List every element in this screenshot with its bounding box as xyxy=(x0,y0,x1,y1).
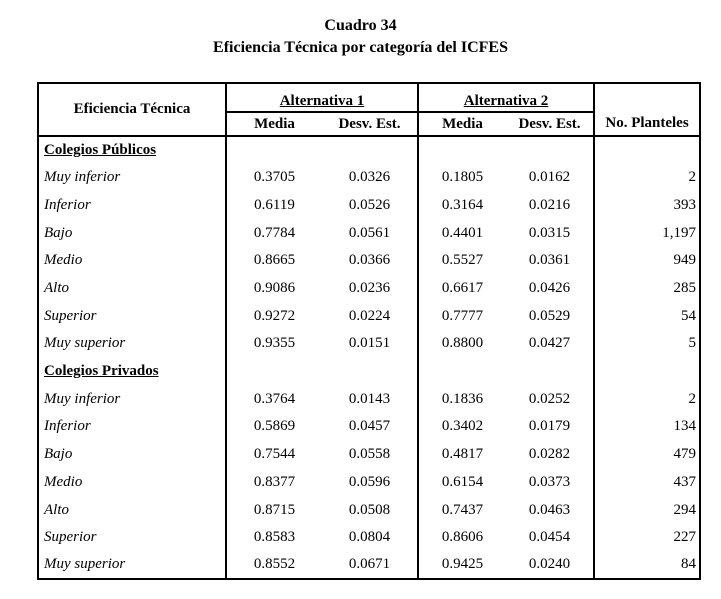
value-cell-a2-media: 0.9425 xyxy=(418,551,506,579)
value-cell-a2-desv: 0.0426 xyxy=(528,280,571,297)
category-label: Superior xyxy=(44,307,97,324)
value-cell-a2-desv: 0.0216 xyxy=(528,196,571,213)
category-label: Muy inferior xyxy=(44,390,121,407)
efficiency-table xyxy=(37,82,701,580)
table-row xyxy=(38,524,700,552)
value-cell-a1-desv: 0.0804 xyxy=(348,529,391,546)
table-row xyxy=(38,496,700,524)
value-cell-a1-media: 0.3705 xyxy=(226,164,322,192)
category-label: Muy inferior xyxy=(44,169,121,186)
value-cell-planteles: 134 xyxy=(594,413,700,441)
value-cell-a2-desv: 0.0373 xyxy=(528,473,571,490)
value-cell-a1-media: 0.9272 xyxy=(226,302,322,330)
value-cell-a2-desv xyxy=(506,358,594,386)
value-cell-a2-media: 0.8606 xyxy=(418,524,506,552)
value-cell-a1-desv: 0.0236 xyxy=(348,280,391,297)
value-cell-planteles: 949 xyxy=(594,247,700,275)
value-cell-planteles: 437 xyxy=(594,468,700,496)
table-body xyxy=(38,136,700,579)
table-row xyxy=(38,302,700,330)
value-cell-a1-media: 0.9086 xyxy=(226,274,322,302)
caption-title: Eficiencia Técnica por categoría del ICFES xyxy=(213,39,508,56)
value-cell-a2-media: 0.1805 xyxy=(418,164,506,192)
value-cell-a1-desv: 0.0526 xyxy=(348,196,391,213)
category-label: Alto xyxy=(44,280,69,297)
value-cell-a1-desv xyxy=(322,136,418,164)
value-cell-a1-desv: 0.0596 xyxy=(348,473,391,490)
value-cell-a1-desv: 0.0508 xyxy=(348,501,391,518)
header-alternativa-2 xyxy=(418,83,594,112)
value-cell-a1-media: 0.8665 xyxy=(226,247,322,275)
value-cell-a2-desv: 0.0315 xyxy=(528,224,571,241)
section-row xyxy=(38,136,700,164)
header-alternativa-2-label: Alternativa 2 xyxy=(463,92,549,109)
value-cell-planteles: 1,197 xyxy=(594,219,700,247)
header-a2-desv: Desv. Est. xyxy=(506,112,594,136)
value-cell-a1-media xyxy=(226,358,322,386)
value-cell-a1-media: 0.8583 xyxy=(226,524,322,552)
value-cell-a2-desv: 0.0529 xyxy=(528,307,571,324)
value-cell-a2-media: 0.4817 xyxy=(418,441,506,469)
header-row-groups xyxy=(38,83,700,112)
value-cell-a2-desv: 0.0454 xyxy=(528,529,571,546)
value-cell-a1-desv: 0.0366 xyxy=(348,252,391,269)
table-row xyxy=(38,219,700,247)
value-cell-a2-desv: 0.0162 xyxy=(528,169,571,186)
value-cell-a1-media: 0.6119 xyxy=(226,191,322,219)
header-a2-media: Media xyxy=(418,112,506,136)
value-cell-planteles: 2 xyxy=(594,164,700,192)
value-cell-a1-media xyxy=(226,136,322,164)
value-cell-a1-media: 0.8377 xyxy=(226,468,322,496)
value-cell-a1-desv: 0.0143 xyxy=(348,390,391,407)
section-label: Colegios Públicos xyxy=(44,142,157,159)
value-cell-a1-media: 0.8715 xyxy=(226,496,322,524)
value-cell-a2-media xyxy=(418,136,506,164)
value-cell-a1-desv: 0.0457 xyxy=(348,418,391,435)
header-alternativa-1 xyxy=(226,83,418,112)
category-label: Alto xyxy=(44,501,69,518)
category-label: Bajo xyxy=(44,446,73,463)
value-cell-a2-media: 0.4401 xyxy=(418,219,506,247)
value-cell-a2-media: 0.1836 xyxy=(418,385,506,413)
table-row xyxy=(38,274,700,302)
value-cell-a1-media: 0.9355 xyxy=(226,330,322,358)
value-cell-a2-desv xyxy=(506,136,594,164)
value-cell-a2-media xyxy=(418,358,506,386)
value-cell-planteles: 285 xyxy=(594,274,700,302)
value-cell-a2-media: 0.5527 xyxy=(418,247,506,275)
value-cell-a1-media: 0.8552 xyxy=(226,551,322,579)
value-cell-a2-media: 0.7777 xyxy=(418,302,506,330)
table-row xyxy=(38,551,700,579)
value-cell-a2-media: 0.3402 xyxy=(418,413,506,441)
value-cell-a1-desv: 0.0561 xyxy=(348,224,391,241)
header-a1-media: Media xyxy=(226,112,322,136)
header-a1-desv: Desv. Est. xyxy=(322,112,418,136)
value-cell-planteles: 84 xyxy=(594,551,700,579)
section-row xyxy=(38,358,700,386)
table-row xyxy=(38,330,700,358)
table-row xyxy=(38,164,700,192)
value-cell-a1-media: 0.5869 xyxy=(226,413,322,441)
value-cell-a2-desv: 0.0282 xyxy=(528,446,571,463)
table-row xyxy=(38,441,700,469)
value-cell-a2-desv: 0.0179 xyxy=(528,418,571,435)
header-alternativa-1-label: Alternativa 1 xyxy=(279,92,365,109)
value-cell-a1-media: 0.7544 xyxy=(226,441,322,469)
value-cell-a1-desv: 0.0326 xyxy=(348,169,391,186)
table-row xyxy=(38,385,700,413)
value-cell-planteles: 2 xyxy=(594,385,700,413)
table-caption xyxy=(0,0,721,59)
value-cell-a2-desv: 0.0240 xyxy=(528,556,571,573)
category-label: Superior xyxy=(44,529,97,546)
category-label: Medio xyxy=(44,252,83,269)
value-cell-a2-media: 0.3164 xyxy=(418,191,506,219)
table-header xyxy=(38,83,700,136)
value-cell-a1-media: 0.7784 xyxy=(226,219,322,247)
value-cell-planteles: 393 xyxy=(594,191,700,219)
value-cell-a2-media: 0.6617 xyxy=(418,274,506,302)
table-row xyxy=(38,413,700,441)
value-cell-a2-desv: 0.0252 xyxy=(528,390,571,407)
value-cell-planteles xyxy=(594,358,700,386)
value-cell-a2-media: 0.7437 xyxy=(418,496,506,524)
header-eficiencia-tecnica: Eficiencia Técnica xyxy=(38,83,226,136)
value-cell-planteles: 479 xyxy=(594,441,700,469)
table-row xyxy=(38,468,700,496)
caption-number: Cuadro 34 xyxy=(324,17,397,34)
value-cell-planteles: 294 xyxy=(594,496,700,524)
category-label: Inferior xyxy=(44,196,91,213)
category-label: Medio xyxy=(44,473,83,490)
category-label: Bajo xyxy=(44,224,73,241)
category-label: Muy superior xyxy=(44,556,126,573)
value-cell-a2-desv: 0.0463 xyxy=(528,501,571,518)
value-cell-planteles: 5 xyxy=(594,330,700,358)
value-cell-a1-desv xyxy=(322,358,418,386)
table-row xyxy=(38,247,700,275)
value-cell-planteles xyxy=(594,136,700,164)
category-label: Inferior xyxy=(44,418,91,435)
value-cell-a1-desv: 0.0671 xyxy=(348,556,391,573)
value-cell-a1-desv: 0.0224 xyxy=(348,307,391,324)
value-cell-planteles: 227 xyxy=(594,524,700,552)
category-label: Muy superior xyxy=(44,335,126,352)
value-cell-a1-desv: 0.0151 xyxy=(348,335,391,352)
value-cell-planteles: 54 xyxy=(594,302,700,330)
value-cell-a1-desv: 0.0558 xyxy=(348,446,391,463)
table-row xyxy=(38,191,700,219)
value-cell-a1-media: 0.3764 xyxy=(226,385,322,413)
section-label: Colegios Privados xyxy=(44,363,159,380)
value-cell-a2-media: 0.6154 xyxy=(418,468,506,496)
header-no-planteles: No. Planteles xyxy=(594,83,700,136)
value-cell-a2-desv: 0.0361 xyxy=(528,252,571,269)
value-cell-a2-media: 0.8800 xyxy=(418,330,506,358)
value-cell-a2-desv: 0.0427 xyxy=(528,335,571,352)
